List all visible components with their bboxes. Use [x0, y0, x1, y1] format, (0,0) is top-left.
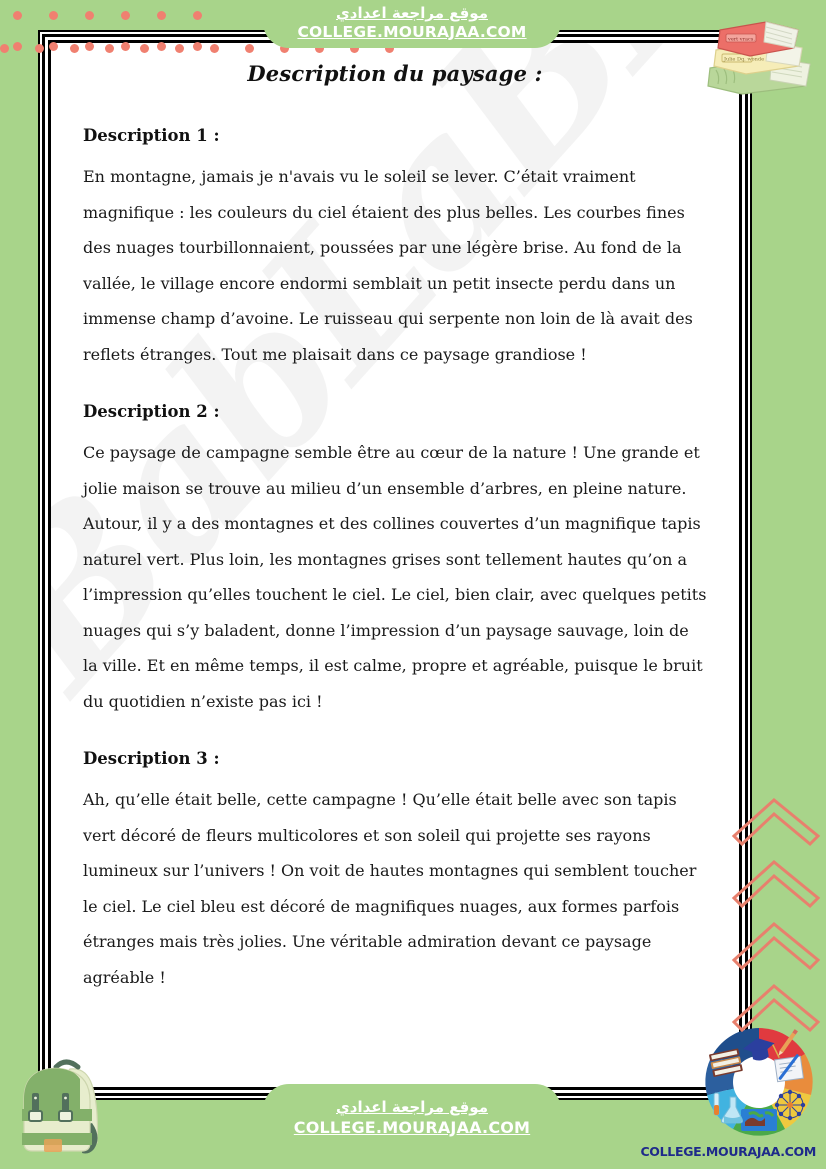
section-body: En montagne, jamais je n'avais vu le soleil se lever. C’était vraiment magnifique : les couleurs du ciel étaient des plus belles. Les courbes fines des nuages tourbillonnaient, poussées par une légère brise. Au fond de la vallée, le village encore endormi semblait un petit insecte perdu dans un immense champ d’avoine. Le ruisseau qui serpente non loin de là avait des reflets étranges. Tout me plaisait dans ce paysage grandiose !	[83, 167, 693, 364]
paper-sheet	[48, 40, 742, 1090]
dot-icon	[140, 44, 149, 53]
dot-icon	[175, 44, 184, 53]
section-description-1	[83, 126, 707, 372]
footer-banner	[263, 1084, 561, 1156]
dot-icon	[105, 44, 114, 53]
backpack-icon	[8, 1051, 126, 1163]
dot-icon	[245, 44, 254, 53]
header-banner	[263, 0, 561, 48]
dot-icon	[121, 11, 130, 20]
stacked-books-icon	[702, 6, 820, 98]
dot-icon	[0, 44, 9, 53]
svg-text:vert vracs.: vert vracs.	[728, 36, 755, 43]
section-body: Ah, qu’elle était belle, cette campagne ! Qu’elle était belle avec son tapis vert décoré de fleurs multicolores et son soleil qui projette ses rayons lumineux sur l’univers ! On voit de hautes montagnes qui semblent toucher le ciel. Le ciel bleu est décoré de magnifiques nuages, aux formes parfois étranges mais très jolies. Une véritable admiration devant ce paysage agréable !	[83, 790, 697, 987]
header-site-url[interactable]: COLLEGE.MOURAJAA.COM	[297, 22, 527, 41]
section-description-2	[83, 402, 707, 719]
left-green-strip	[0, 0, 48, 1169]
dot-icon	[85, 11, 94, 20]
chevron-decoration	[728, 788, 824, 1038]
page-title: Description du paysage :	[247, 61, 543, 86]
dot-icon	[35, 44, 44, 53]
section-body: Ce paysage de campagne semble être au cœur de la nature ! Une grande et jolie maison se trouve au milieu d’un ensemble d’arbres, en pleine nature. Autour, il y a des montagnes et des collines couvertes d’un magnifique tapis naturel vert. Plus loin, les montagnes grises sont tellement hautes qu’on a l’impression qu’elles touchent le ciel. Le ciel, bien clair, avec quelques petits nuages qui s’y baladent, donne l’impression d’un paysage sauvage, loin de la ville. Et en même temps, il est calme, propre et agréable, puisque le bruit du quotidien n’existe pas ici !	[83, 443, 707, 711]
section-heading: Description 1 :	[83, 126, 220, 145]
section-heading: Description 2 :	[83, 402, 220, 422]
header-arabic-label: موقع مراجعة اعدادي	[336, 4, 488, 22]
dot-icon	[157, 11, 166, 20]
section-heading: Description 3 :	[83, 749, 220, 769]
svg-text:Julie Dq. wonde: Julie Dq. wonde	[724, 56, 765, 63]
dot-icon	[49, 11, 58, 20]
dot-icon	[193, 11, 202, 20]
footer-arabic-label: موقع مراجعة اعدادي	[336, 1098, 488, 1116]
footer-site-url[interactable]: COLLEGE.MOURAJAA.COM	[293, 1117, 531, 1137]
corner-site-url[interactable]: COLLEGE.MOURAJAA.COM	[640, 1144, 816, 1159]
section-description-3	[83, 749, 707, 995]
dot-icon	[13, 11, 22, 20]
dot-icon	[70, 44, 79, 53]
dot-icon	[210, 44, 219, 53]
education-wheel-icon	[700, 1023, 818, 1141]
document-content	[51, 43, 739, 995]
